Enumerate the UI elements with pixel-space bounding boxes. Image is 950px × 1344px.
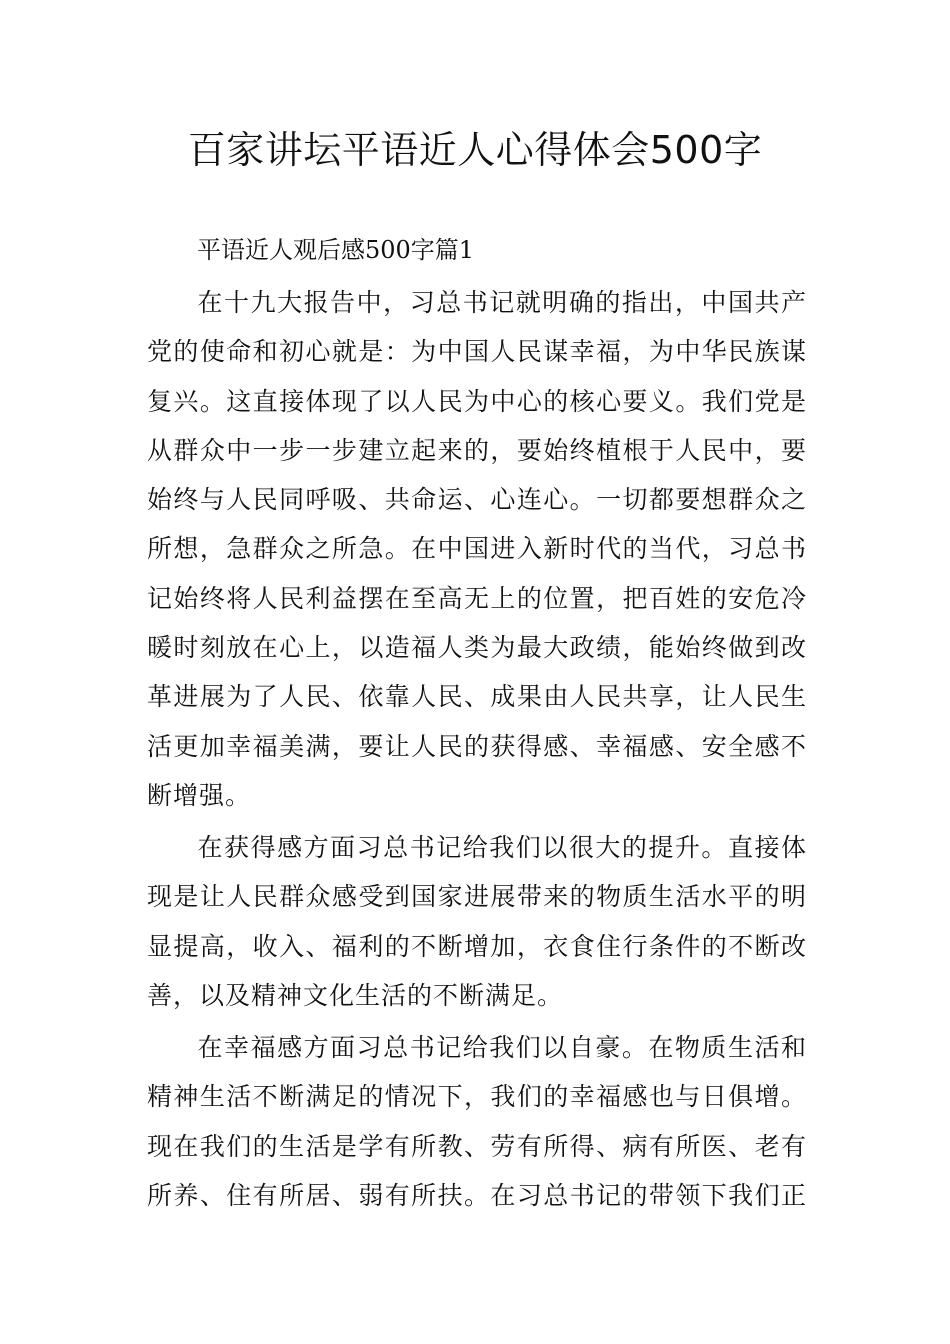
paragraph-line: 所想，急群众之所急。在中国进入新时代的当代，习总书: [147, 534, 807, 564]
paragraph-3: [147, 1023, 807, 1220]
paragraph-line: 在获得感方面习总书记给我们以很大的提升。直接体: [197, 833, 807, 862]
paragraph-line: 从群众中一步一步建立起来的，要始终植根于人民中，要: [147, 435, 807, 465]
paragraph-line: 记始终将人民利益摆在至高无上的位置，把百姓的安危冷: [147, 583, 807, 613]
paragraph-line: 在幸福感方面习总书记给我们以自豪。在物质生活和: [197, 1033, 807, 1062]
paragraph-line: 革进展为了人民、依靠人民、成果由人民共享，让人民生: [147, 682, 807, 712]
paragraph-line: 活更加幸福美满，要让人民的获得感、幸福感、安全感不: [147, 731, 807, 761]
document-title: 百家讲坛平语近人心得体会500字: [187, 128, 763, 172]
paragraph-line: 现在我们的生活是学有所教、劳有所得、病有所医、老有: [147, 1131, 807, 1161]
paragraph-line: 所养、住有所居、弱有所扶。在习总书记的带领下我们正: [147, 1180, 807, 1210]
paragraph-line: 复兴。这直接体现了以人民为中心的核心要义。我们党是: [147, 386, 807, 416]
paragraph-line: 暖时刻放在心上，以造福人类为最大政绩，能始终做到改: [147, 633, 807, 663]
document-subtitle: 平语近人观后感500字篇1: [197, 236, 475, 264]
paragraph-2: [147, 823, 807, 1020]
paragraph-line: 善，以及精神文化生活的不断满足。: [147, 980, 564, 1010]
paragraph-1: [147, 278, 807, 820]
paragraph-line: 现是让人民群众感受到国家进展带来的物质生活水平的明: [147, 882, 807, 912]
paragraph-line: 精神生活不断满足的情况下，我们的幸福感也与日俱增。: [147, 1082, 807, 1112]
paragraph-line: 党的使命和初心就是：为中国人民谋幸福，为中华民族谋: [147, 337, 807, 367]
paragraph-line: 在十九大报告中，习总书记就明确的指出，中国共产: [197, 288, 807, 317]
paragraph-line: 显提高，收入、福利的不断增加，衣食住行条件的不断改: [147, 931, 807, 961]
paragraph-line: 断增强。: [147, 780, 252, 810]
paragraph-line: 始终与人民同呼吸、共命运、心连心。一切都要想群众之: [147, 485, 807, 515]
